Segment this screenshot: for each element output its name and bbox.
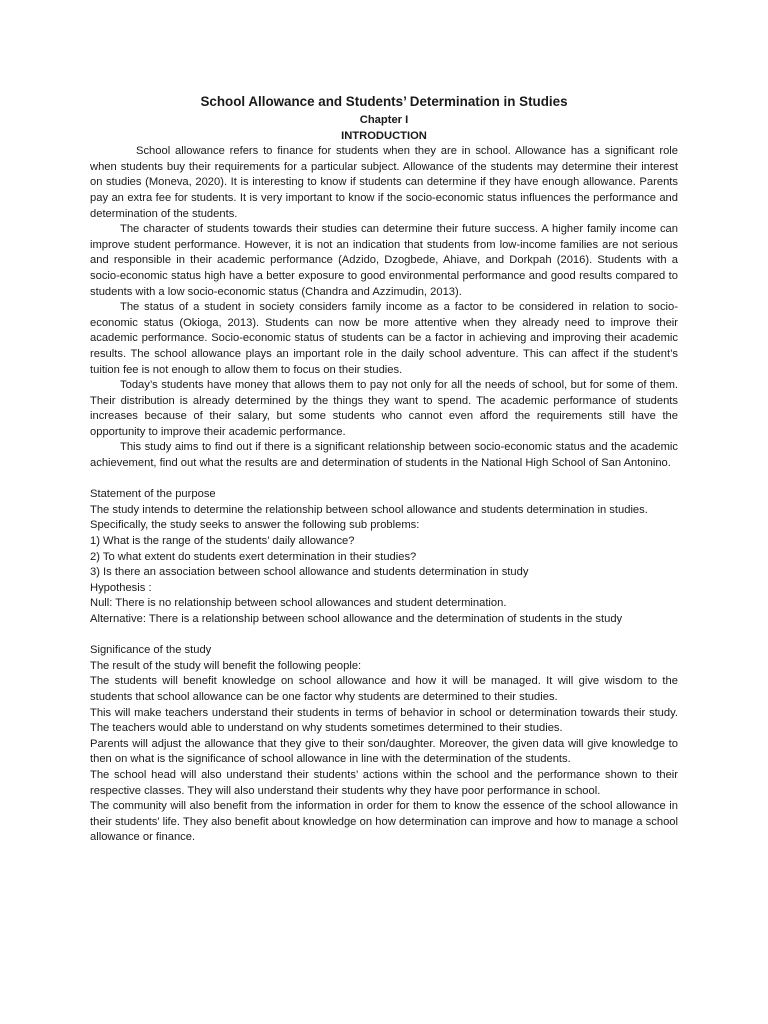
significance-community: The community will also benefit from the information in order for them to know the essence of the school allowance in their students’ life. They also benefit about knowledge on how determination can improve and how to manage a school allowance or finance.: [90, 800, 678, 844]
chapter-heading: Chapter I: [359, 114, 409, 126]
purpose-statement: The study intends to determine the relationship between school allowance and students determination in studies.: [90, 503, 648, 516]
significance-parents: Parents will adjust the allowance that they give to their son/daughter. Moreover, the given data will give knowledge to then on what is the significance of school allowance in line with the determination of the students.: [90, 737, 678, 766]
sub-problem-2: 2) To what extent do students exert determination in their studies?: [90, 550, 417, 563]
null-hypothesis: Null: There is no relationship between school allowances and student determination.: [90, 597, 507, 610]
intro-paragraph-5: This study aims to find out if there is a significant relationship between socio-economic status and the academic achievement, find out what the results are and determination of students in the National High School of San Antonino.: [90, 441, 678, 470]
document-title: School Allowance and Students’ Determination in Studies: [200, 94, 568, 109]
intro-paragraph-2: The character of students towards their studies can determine their future success. A higher family income can improve student performance. However, it is not an indication that students from low-income families are not serious and responsible in their academic performance (Adzido, Dzogbede, Ahiave, and Dorkpah (2016). Students with a socio-economic status high have a better exposure to good environmental performance and good results compared to students with a low socio-economic status (Chandra and Azzimudin, 2013).: [90, 223, 678, 298]
hypothesis-heading: Hypothesis :: [90, 581, 152, 594]
alternative-hypothesis: Alternative: There is a relationship between school allowance and the determination of students in the study: [90, 613, 623, 625]
spacer: [90, 472, 678, 488]
intro-paragraph-3: The status of a student in society considers family income as a factor to be considered in relation to socio-economic status (Okioga, 2013). Students can now be more attentive when they already need to improve their academic performance. Socio-economic status of students can be a factor in achieving and improving their academic results. The school allowance plays an important role in the daily school adventure. This can affect if the student’s tuition fee is not enough to allow them to focus on their studies.: [90, 301, 678, 376]
significance-teachers: This will make teachers understand their students in terms of behavior in school or determination towards their study. The teachers would able to understand on why students sometimes determined to their studies.: [90, 706, 678, 735]
significance-heading: Significance of the study: [90, 644, 212, 657]
intro-paragraph-4: Today’s students have money that allows them to pay not only for all the needs of school, but for some of them. Their distribution is already determined by the things they want to spend. The academic performance of students increases because of their salary, but some students who cannot even afford the requirements still have the opportunity to improve their academic performance.: [90, 379, 678, 438]
significance-intro: The result of the study will benefit the following people:: [90, 659, 362, 672]
sub-problem-3: 3) Is there an association between school allowance and students determination in study: [90, 566, 529, 579]
significance-students: The students will benefit knowledge on school allowance and how it will be managed. It will give wisdom to the students that school allowance can be one factor why students are determined to their studies.: [90, 675, 678, 703]
intro-paragraph-1: School allowance refers to finance for students when they are in school. Allowance has a significant role when students buy their requirements for a particular subject. Allowance of the students may determine their interest on studies (Moneva, 2020). It is interesting to know if students can determine if they have enough allowance. Parents pay an extra fee for students. It is very important to know if the socio-economic status influences the performance and determination of the students.: [90, 145, 678, 220]
purpose-specific: Specifically, the study seeks to answer the following sub problems:: [90, 519, 420, 532]
significance-school-head: The school head will also understand their students’ actions within the school and the performance shown to their respective classes. They will also understand their students why they have poor performance in school.: [90, 768, 678, 797]
purpose-heading: Statement of the purpose: [90, 488, 216, 501]
document-page: [90, 93, 678, 846]
section-heading: INTRODUCTION: [341, 129, 427, 142]
spacer: [90, 628, 678, 644]
sub-problem-1: 1) What is the range of the students’ daily allowance?: [90, 535, 355, 548]
